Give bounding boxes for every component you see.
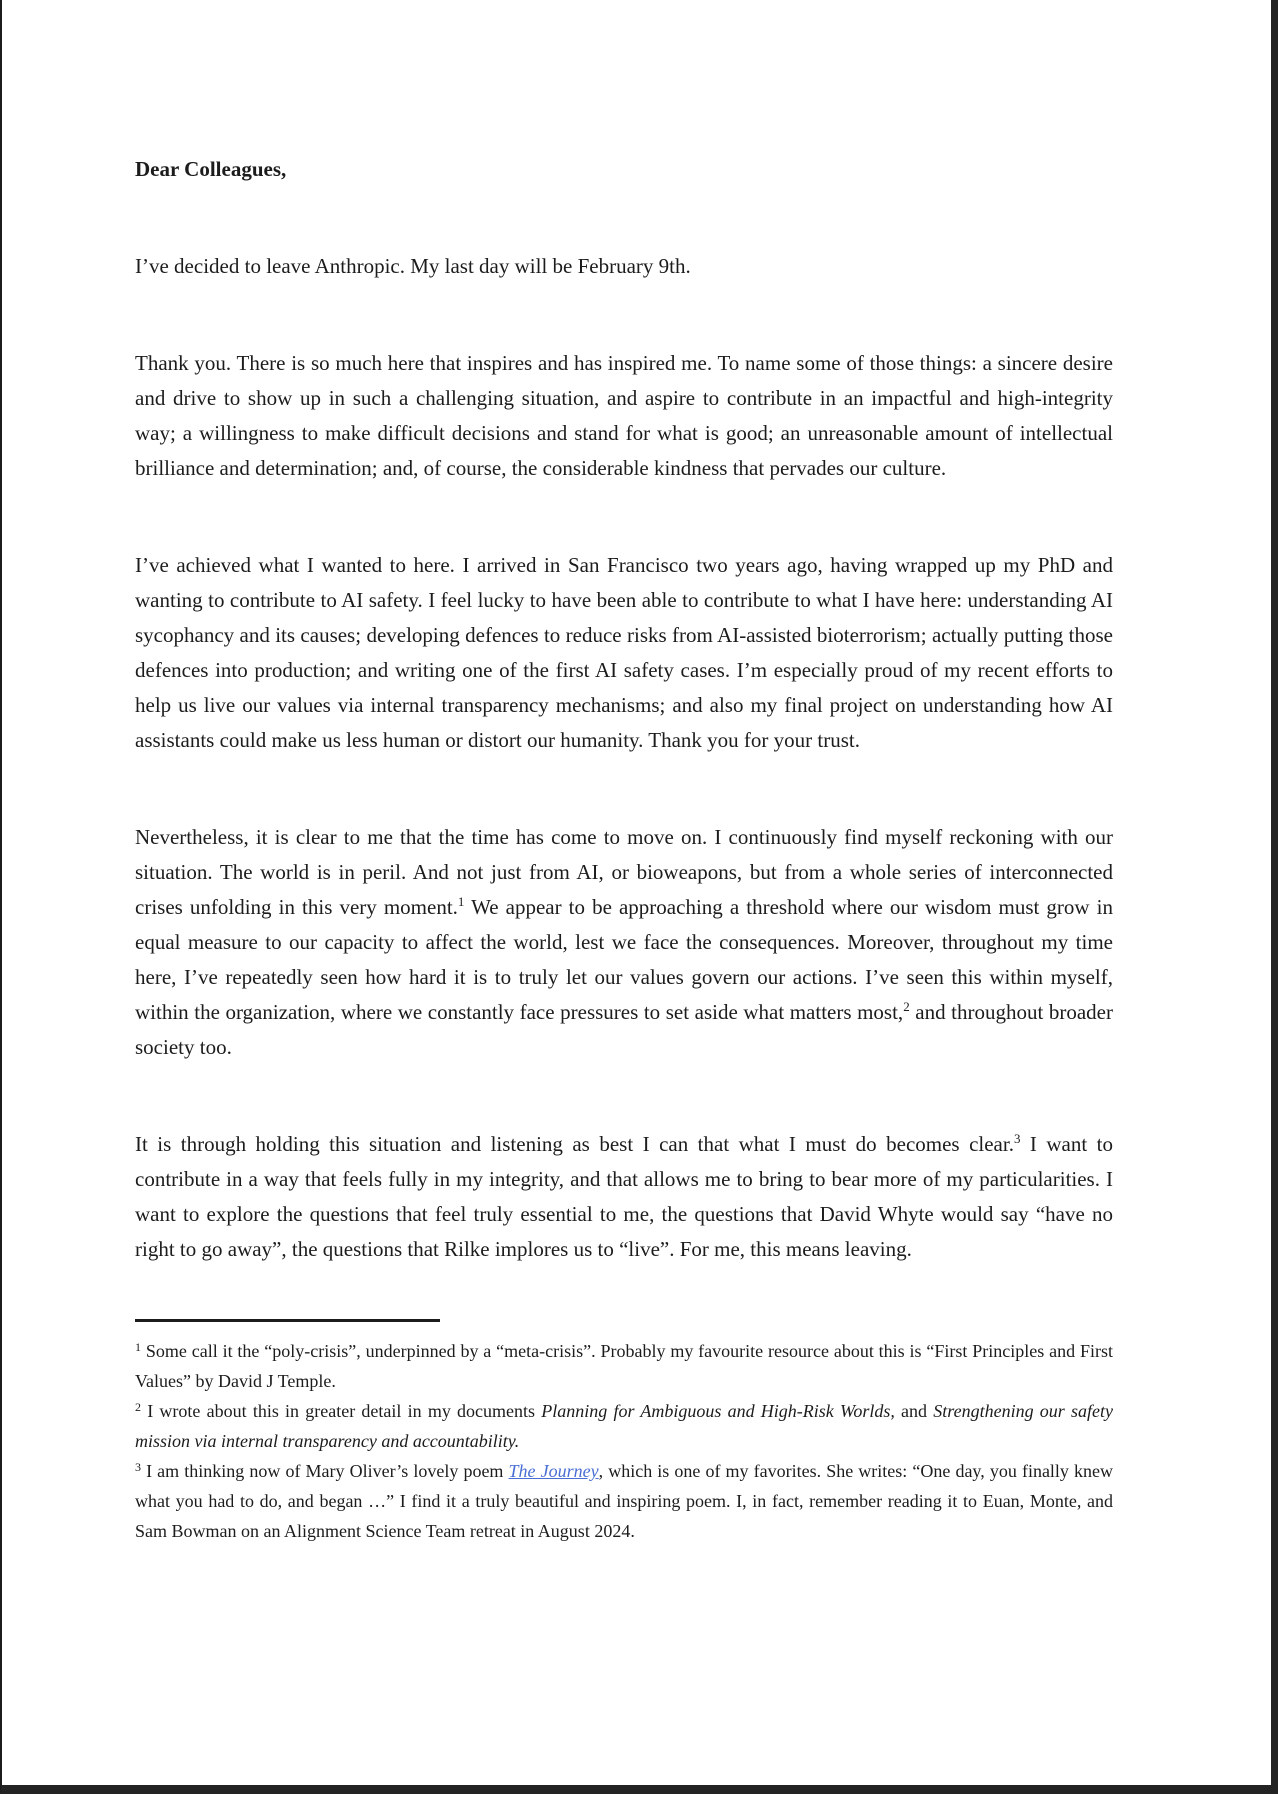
letter-body [2,0,1271,1267]
footnote-2 [135,1396,1113,1456]
paragraph-conclusion [135,1127,1113,1267]
footnote-3-marker: 3 [135,1460,141,1474]
footnote-ref-3: 3 [1013,1131,1021,1146]
footnote-1-marker: 1 [135,1340,141,1354]
footnote-separator [135,1319,440,1322]
paragraph-decision: I’ve decided to leave Anthropic. My last day will be February 9th. [135,254,691,278]
footnotes-section [2,1319,1271,1546]
salutation: Dear Colleagues, [135,157,287,181]
paragraph-achievements: I’ve achieved what I wanted to here. I arrived in San Francisco two years ago, having wrapped up my PhD and wanting to contribute to AI safety. I feel lucky to have been able to contribute to what I have here: understanding AI sycophancy and its causes; developing defences to reduce risks from AI-assisted bioterrorism; actually putting those defences into production; and writing one of the first AI safety cases. I’m especially proud of my recent efforts to help us live our values via internal transparency mechanisms; and also my final project on understanding how AI assistants could make us less human or distort our humanity. Thank you for your trust. [135,553,1113,752]
paragraph-reasons-text-2: We appear to be approaching a threshold where our wisdom must grow in equal measure to our capacity to affect the world, lest we face the consequences. Moreover, throughout my time here, I’ve repeatedly seen how hard it is to truly let our values govern our actions. I’ve seen this within myself, within the organization, where we constantly face pressures to set aside what matters most, [135,895,1113,1024]
footnote-ref-1: 1 [457,894,465,909]
paragraph-thanks: Thank you. There is so much here that inspires and has inspired me. To name some of those things: a sincere desire and drive to show up in such a challenging situation, and aspire to contribute in an impactful and high-integrity way; a willingness to make difficult decisions and stand for what is good; an unreasonable amount of intellectual brilliance and determination; and, of course, the considerable kindness that pervades our culture. [135,351,1113,480]
footnote-1 [135,1336,1113,1396]
footnote-3 [135,1456,1113,1546]
footnote-2-text-2: and [894,1401,934,1421]
the-journey-link[interactable]: The Journey [508,1461,599,1481]
footnote-2-text-1: I wrote about this in greater detail in my documents [141,1401,542,1421]
footnote-3-text-1: I am thinking now of Mary Oliver’s lovely poem [141,1461,509,1481]
footnote-2-doc-title-1: Planning for Ambiguous and High-Risk Worlds, [541,1401,895,1421]
paragraph-reasons-text-3: and throughout broader society too. [135,1000,1113,1059]
footnote-2-doc-title-2: Strengthening our safety mission via internal transparency and accountability. [135,1401,1114,1451]
paragraph-conclusion-text-2: I want to contribute in a way that feels fully in my integrity, and that allows me to bring to bear more of my particularities. I want to explore the questions that feel truly essential to me, the questions that David Whyte would say “have no right to go away”, the questions that Rilke implores us to “live”. For me, this means leaving. [135,1132,1113,1261]
paragraph-conclusion-text-1: It is through holding this situation and listening as best I can that what I must do becomes clear. [135,1132,1014,1156]
footnote-ref-2: 2 [903,999,910,1014]
paragraph-reasons-text-1: Nevertheless, it is clear to me that the time has come to move on. I continuously find myself reckoning with our situation. The world is in peril. And not just from AI, or bioweapons, but from a whole series of interconnected crises unfolding in this very moment. [135,825,1113,919]
paragraph-reasons [135,820,1113,1065]
footnote-2-marker: 2 [135,1400,141,1414]
footnote-1-text: Some call it the “poly-crisis”, underpinned by a “meta-crisis”. Probably my favourite resource about this is “First Principles and First Values” by David J Temple. [135,1341,1113,1391]
footnote-3-text-2: , which is one of my favorites. She writes: “One day, you finally knew what you had to do, and began …” I find it a truly beautiful and inspiring poem. I, in fact, remember reading it to Euan, Monte, and Sam Bowman on an Alignment Science Team retreat in August 2024. [135,1461,1114,1541]
